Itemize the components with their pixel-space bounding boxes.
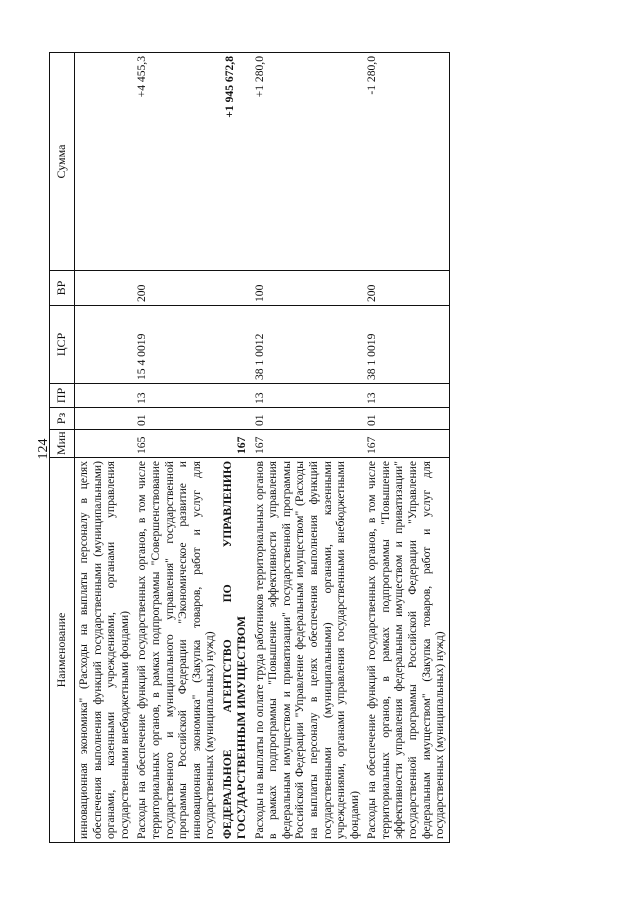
- row-rz: 01: [133, 408, 219, 430]
- row-min: 167: [219, 430, 251, 458]
- header-sum: Сумма: [50, 53, 75, 271]
- row-min: 167: [363, 430, 449, 458]
- row-csr: 38 1 0012: [251, 306, 364, 384]
- table-row: [219, 53, 251, 843]
- row-pr: 13: [133, 384, 219, 408]
- row-sum: -1 280,0: [363, 53, 449, 271]
- row-sum: +1 280,0: [251, 53, 364, 271]
- row-csr: [219, 306, 251, 384]
- row-csr: 15 4 0019: [133, 306, 219, 384]
- table-row: [75, 53, 134, 843]
- row-vr: 200: [363, 271, 449, 306]
- row-csr: [75, 306, 134, 384]
- row-vr: 200: [133, 271, 219, 306]
- row-min: 165: [133, 430, 219, 458]
- row-min: [75, 430, 134, 458]
- row-pr: 13: [251, 384, 364, 408]
- table-header-row: [50, 53, 75, 843]
- row-csr: 38 1 0019: [363, 306, 449, 384]
- row-pr: 13: [363, 384, 449, 408]
- row-min: 167: [251, 430, 364, 458]
- row-pr: [219, 384, 251, 408]
- row-sum: +4 455,3: [133, 53, 219, 271]
- row-sum: [75, 53, 134, 271]
- row-rz: 01: [251, 408, 364, 430]
- row-name: ФЕДЕРАЛЬНОЕ АГЕНТСТВО ПО УПРАВЛЕНИЮ ГОСУДАРСТВЕННЫМ ИМУЩЕСТВОМ: [219, 458, 251, 843]
- budget-table: [49, 52, 450, 843]
- row-name: Расходы на обеспечение функций государственных органов, в том числе территориальных органов, в рамках подпрограммы "Повышение эффективности управления федеральным имуществом и приватизации" государственной программы Российской Федерации "Управление федеральным имуществом" (Закупка товаров, работ и услуг для государственных (муниципальных) нужд): [363, 458, 449, 843]
- table-row: [251, 53, 364, 843]
- row-rz: 01: [363, 408, 449, 430]
- row-rz: [219, 408, 251, 430]
- header-vr: ВР: [50, 271, 75, 306]
- row-name: инновационная экономика" (Расходы на выплаты персоналу в целях обеспечения выполнения функций государственными (муниципальными) органами, казенными учреждениями, органами управления государственными внебюджетными фондами): [75, 458, 134, 843]
- row-name: Расходы на обеспечение функций государственных органов, в том числе территориальных органов, в рамках подпрограммы "Совершенствование государственного и муниципального управления" государственной программы Российской Федерации "Экономическое развитие и инновационная экономика" (Закупка товаров, работ и услуг для государственных (муниципальных) нужд): [133, 458, 219, 843]
- row-vr: [219, 271, 251, 306]
- row-sum: +1 945 672,8: [219, 53, 251, 271]
- header-pr: ПР: [50, 384, 75, 408]
- row-vr: [75, 271, 134, 306]
- row-name: Расходы на выплаты по оплате труда работников территориальных органов в рамках подпрограммы "Повышение эффективности управления федеральным имуществом и приватизации" государственной программы Российской Федерации "Управление федеральным имуществом" (Расходы на выплаты персоналу в целях обеспечения выполнения функций государственными (муниципальными) органами, казенными учреждениями, органами управления государственными внебюджетными фондами): [251, 458, 364, 843]
- row-rz: [75, 408, 134, 430]
- row-pr: [75, 384, 134, 408]
- table-row: [133, 53, 219, 843]
- row-vr: 100: [251, 271, 364, 306]
- page-number: 124: [36, 438, 51, 460]
- table-row: [363, 53, 449, 843]
- header-min: Мин: [50, 430, 75, 458]
- header-name: Наименование: [50, 458, 75, 843]
- header-csr: ЦСР: [50, 306, 75, 384]
- header-rz: Рз: [50, 408, 75, 430]
